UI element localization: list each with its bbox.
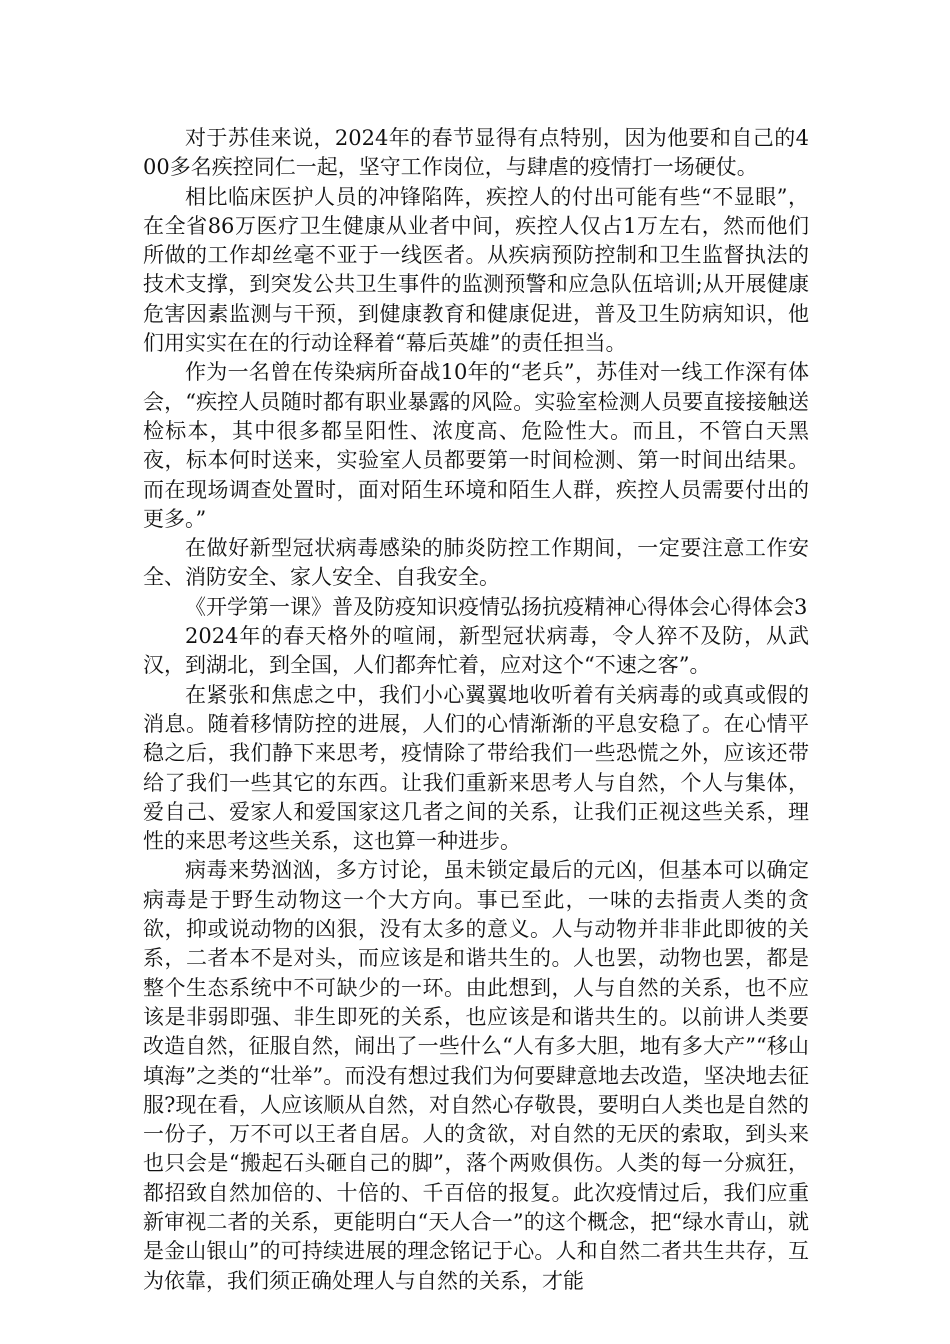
paragraph-7: 病毒来势汹汹，多方讨论，虽未锁定最后的元凶，但基本可以确定病毒是于野生动物这一个大方向。事已至此，一味的去指责人类的贪欲，抑或说动物的凶狠，没有太多的意义。人与动物并非非此即彼的关系，二者本不是对头，而应该是和谐共生的。人也罢，动物也罢，都是整个生态系统中不可缺少的一环。由此想到，人与自然的关系，也不应该是非弱即强、非生即死的关系，也应该是和谐共生的。以前讲人类要改造自然，征服自然，闹出了一些什么“人有多大胆，地有多大产”“移山填海”之类的“壮举”。而没有想过我们为何要肆意地去改造，坚决地去征服?现在看，人应该顺从自然，对自然心存敬畏，要明白人类也是自然的一份子，万不可以王者自居。人的贪欲，对自然的无厌的索取，到头来也只会是“搬起石头砸自己的脚”，落个两败俱伤。人类的每一分疯狂，都招致自然加倍的、十倍的、千百倍的报复。此次疫情过后，我们应重新审视二者的关系，更能明白“天人合一”的这个概念，把“绿水青山，就是金山银山”的可持续进展的理念铭记于心。人和自然二者共生共存，互为依靠，我们须正确处理人与自然的关系，才能 [143,858,809,1293]
section-heading: 《开学第一课》普及防疫知识疫情弘扬抗疫精神心得体会心得体会3 [185,594,808,619]
paragraph-6: 在紧张和焦虑之中，我们小心翼翼地收听着有关病毒的或真或假的消息。随着移情防控的进展，人们的心情渐渐的平息安稳了。在心情平稳之后，我们静下来思考，疫情除了带给我们一些恐慌之外，应该还带给了我们一些其它的东西。让我们重新来思考人与自然，个人与集体，爱自己、爱家人和爱国家这几者之间的关系，让我们正视这些关系，理性的来思考这些关系，这也算一种进步。 [143,682,809,854]
paragraph-2: 相比临床医护人员的冲锋陷阵，疾控人的付出可能有些“不显眼”，在全省86万医疗卫生健康从业者中间，疾控人仅占1万左右，然而他们所做的工作却丝毫不亚于一线医者。从疾病预防控制和卫生监督执法的技术支撑，到突发公共卫生事件的监测预警和应急队伍培训;从开展健康危害因素监测与干预，到健康教育和健康促进，普及卫生防病知识，他们用实实在在的行动诠释着“幕后英雄”的责任担当。 [143,184,809,356]
paragraph-4: 在做好新型冠状病毒感染的肺炎防控工作期间，一定要注意工作安全、消防安全、家人安全、自我安全。 [143,536,809,590]
paragraph-3: 作为一名曾在传染病所奋战10年的“老兵”，苏佳对一线工作深有体会，“疾控人员随时都有职业暴露的风险。实验室检测人员要直接接触送检标本，其中很多都呈阳性、浓度高、危险性大。而且，不管白天黑夜，标本何时送来，实验室人员都要第一时间检测、第一时间出结果。而在现场调查处置时，面对陌生环境和陌生人群，疾控人员需要付出的更多。” [143,360,809,531]
document-body [143,124,809,1296]
paragraph-5: 2024年的春天格外的喧闹，新型冠状病毒，令人猝不及防，从武汉，到湖北，到全国，人们都奔忙着，应对这个“不速之客”。 [143,624,809,678]
paragraph-1: 对于苏佳来说，2024年的春节显得有点特别，因为他要和自己的400多名疾控同仁一起，坚守工作岗位，与肆虐的疫情打一场硬仗。 [143,126,809,180]
